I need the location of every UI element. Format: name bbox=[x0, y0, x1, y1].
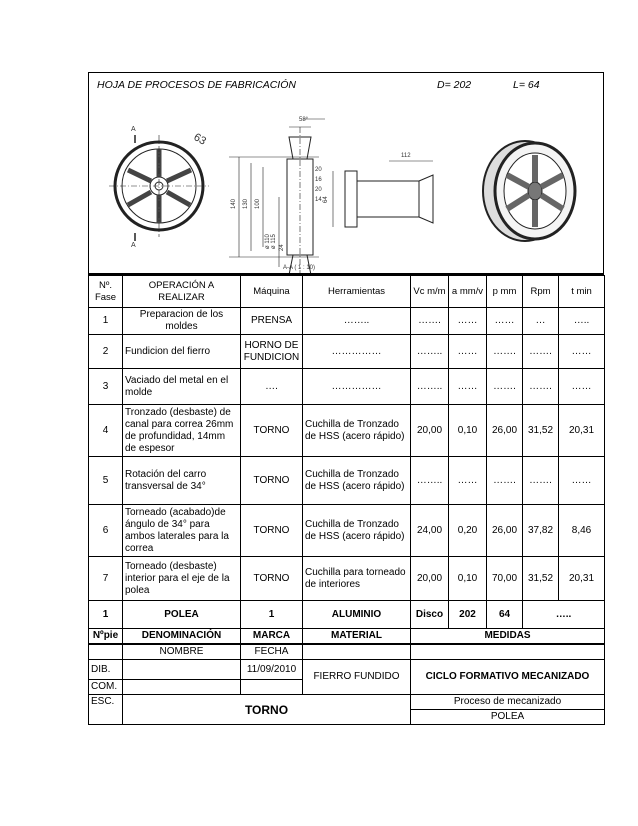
table-row: 5 Rotación del carro transversal de 34° TORNO Cuchilla de Tronzado de HSS (acero rápido) …….. …… ……. ……. …… bbox=[89, 457, 605, 505]
sheet-header bbox=[88, 72, 604, 97]
section-mark-top: A bbox=[131, 126, 136, 133]
section-view bbox=[229, 119, 325, 273]
dim-hub: 64 bbox=[323, 196, 329, 203]
dim-110: ø 110 bbox=[265, 234, 271, 249]
table-header-row bbox=[89, 276, 605, 308]
front-view bbox=[109, 135, 209, 241]
process-sheet bbox=[88, 72, 604, 725]
dim-24: 24 bbox=[279, 244, 285, 251]
col-operacion: OPERACIÓN A REALIZAR bbox=[123, 276, 241, 308]
part-labels-row: Nºpie DENOMINACIÓN MARCA MATERIAL MEDIDAS bbox=[89, 629, 605, 644]
dim-angle: 58° bbox=[299, 117, 309, 123]
nombre-label: NOMBRE bbox=[123, 645, 241, 660]
table-row: 3 Vaciado del metal en el molde …. …………… …….. …… ……. ……. …… bbox=[89, 369, 605, 405]
table-row: 1 Preparacion de los moldes PRENSA …….. ……. …… …… … ….. bbox=[89, 308, 605, 335]
dim-20: 20 bbox=[315, 167, 322, 173]
length-label: L= 64 bbox=[513, 79, 540, 91]
dim-16: 16 bbox=[315, 177, 322, 183]
dim-130: 130 bbox=[243, 198, 249, 209]
dim-115: ø 115 bbox=[271, 234, 277, 249]
side-view bbox=[333, 161, 433, 227]
pulley-render bbox=[483, 141, 575, 241]
col-p: p mm bbox=[487, 276, 523, 308]
ciclo-formativo: CICLO FORMATIVO MECANIZADO bbox=[411, 660, 605, 695]
fecha-value: 11/09/2010 bbox=[241, 660, 303, 680]
table-row: 4 Tronzado (desbaste) de canal para correa 26mm de profundidad, 14mm de espesor TORNO Cuchilla de Tronzado de HSS (acero rápido) 20,00 0,10 26,00 31,52 20,31 bbox=[89, 405, 605, 457]
proceso-label: Proceso de mecanizado bbox=[411, 695, 605, 710]
pulley-drawing bbox=[89, 97, 603, 273]
part-row: 1 POLEA 1 ALUMINIO Disco 202 64 ….. bbox=[89, 601, 605, 629]
dim-100: 100 bbox=[255, 198, 261, 209]
torno-label: TORNO bbox=[123, 695, 411, 725]
dim-14: 14 bbox=[315, 197, 322, 203]
com-label: COM. bbox=[89, 680, 123, 695]
operations-table bbox=[88, 275, 605, 644]
section-label: A-A ( 1 : 10) bbox=[283, 265, 316, 271]
col-rpm: Rpm bbox=[523, 276, 559, 308]
table-row: 7 Torneado (desbaste) interior para el eje de la polea TORNO Cuchilla para torneado de interiores 20,00 0,10 70,00 31,52 20,31 bbox=[89, 557, 605, 601]
col-a: a mm/v bbox=[449, 276, 487, 308]
sheet-title: HOJA DE PROCESOS DE FABRICACIÓN bbox=[97, 79, 296, 91]
section-mark-bottom: A bbox=[131, 242, 136, 249]
col-maquina: Máquina bbox=[241, 276, 303, 308]
dim-width: 112 bbox=[401, 153, 411, 159]
diameter-label: D= 202 bbox=[437, 79, 472, 91]
table-row: 2 Fundicion del fierro HORNO DE FUNDICION …………… …….. …… ……. ……. …… bbox=[89, 335, 605, 369]
fecha-label: FECHA bbox=[241, 645, 303, 660]
dim-140: 140 bbox=[231, 198, 237, 209]
dib-label: DIB. bbox=[89, 660, 123, 680]
col-t: t min bbox=[559, 276, 605, 308]
dim-20b: 20 bbox=[315, 187, 322, 193]
title-block bbox=[88, 644, 605, 725]
polea-label: POLEA bbox=[411, 710, 605, 725]
col-herramientas: Herramientas bbox=[303, 276, 411, 308]
material-value: FIERRO FUNDIDO bbox=[303, 660, 411, 695]
dim-radius: 63 bbox=[191, 131, 209, 148]
col-fase: Nº. Fase bbox=[89, 276, 123, 308]
esc-label: ESC. bbox=[89, 695, 123, 725]
table-row: 6 Torneado (acabado)de ángulo de 34° para ambos laterales para la correa TORNO Cuchilla de Tronzado de HSS (acero rápido) 24,00 0,20 26,00 37,82 8,46 bbox=[89, 505, 605, 557]
col-vc: Vc m/m bbox=[411, 276, 449, 308]
technical-drawing bbox=[88, 97, 604, 275]
